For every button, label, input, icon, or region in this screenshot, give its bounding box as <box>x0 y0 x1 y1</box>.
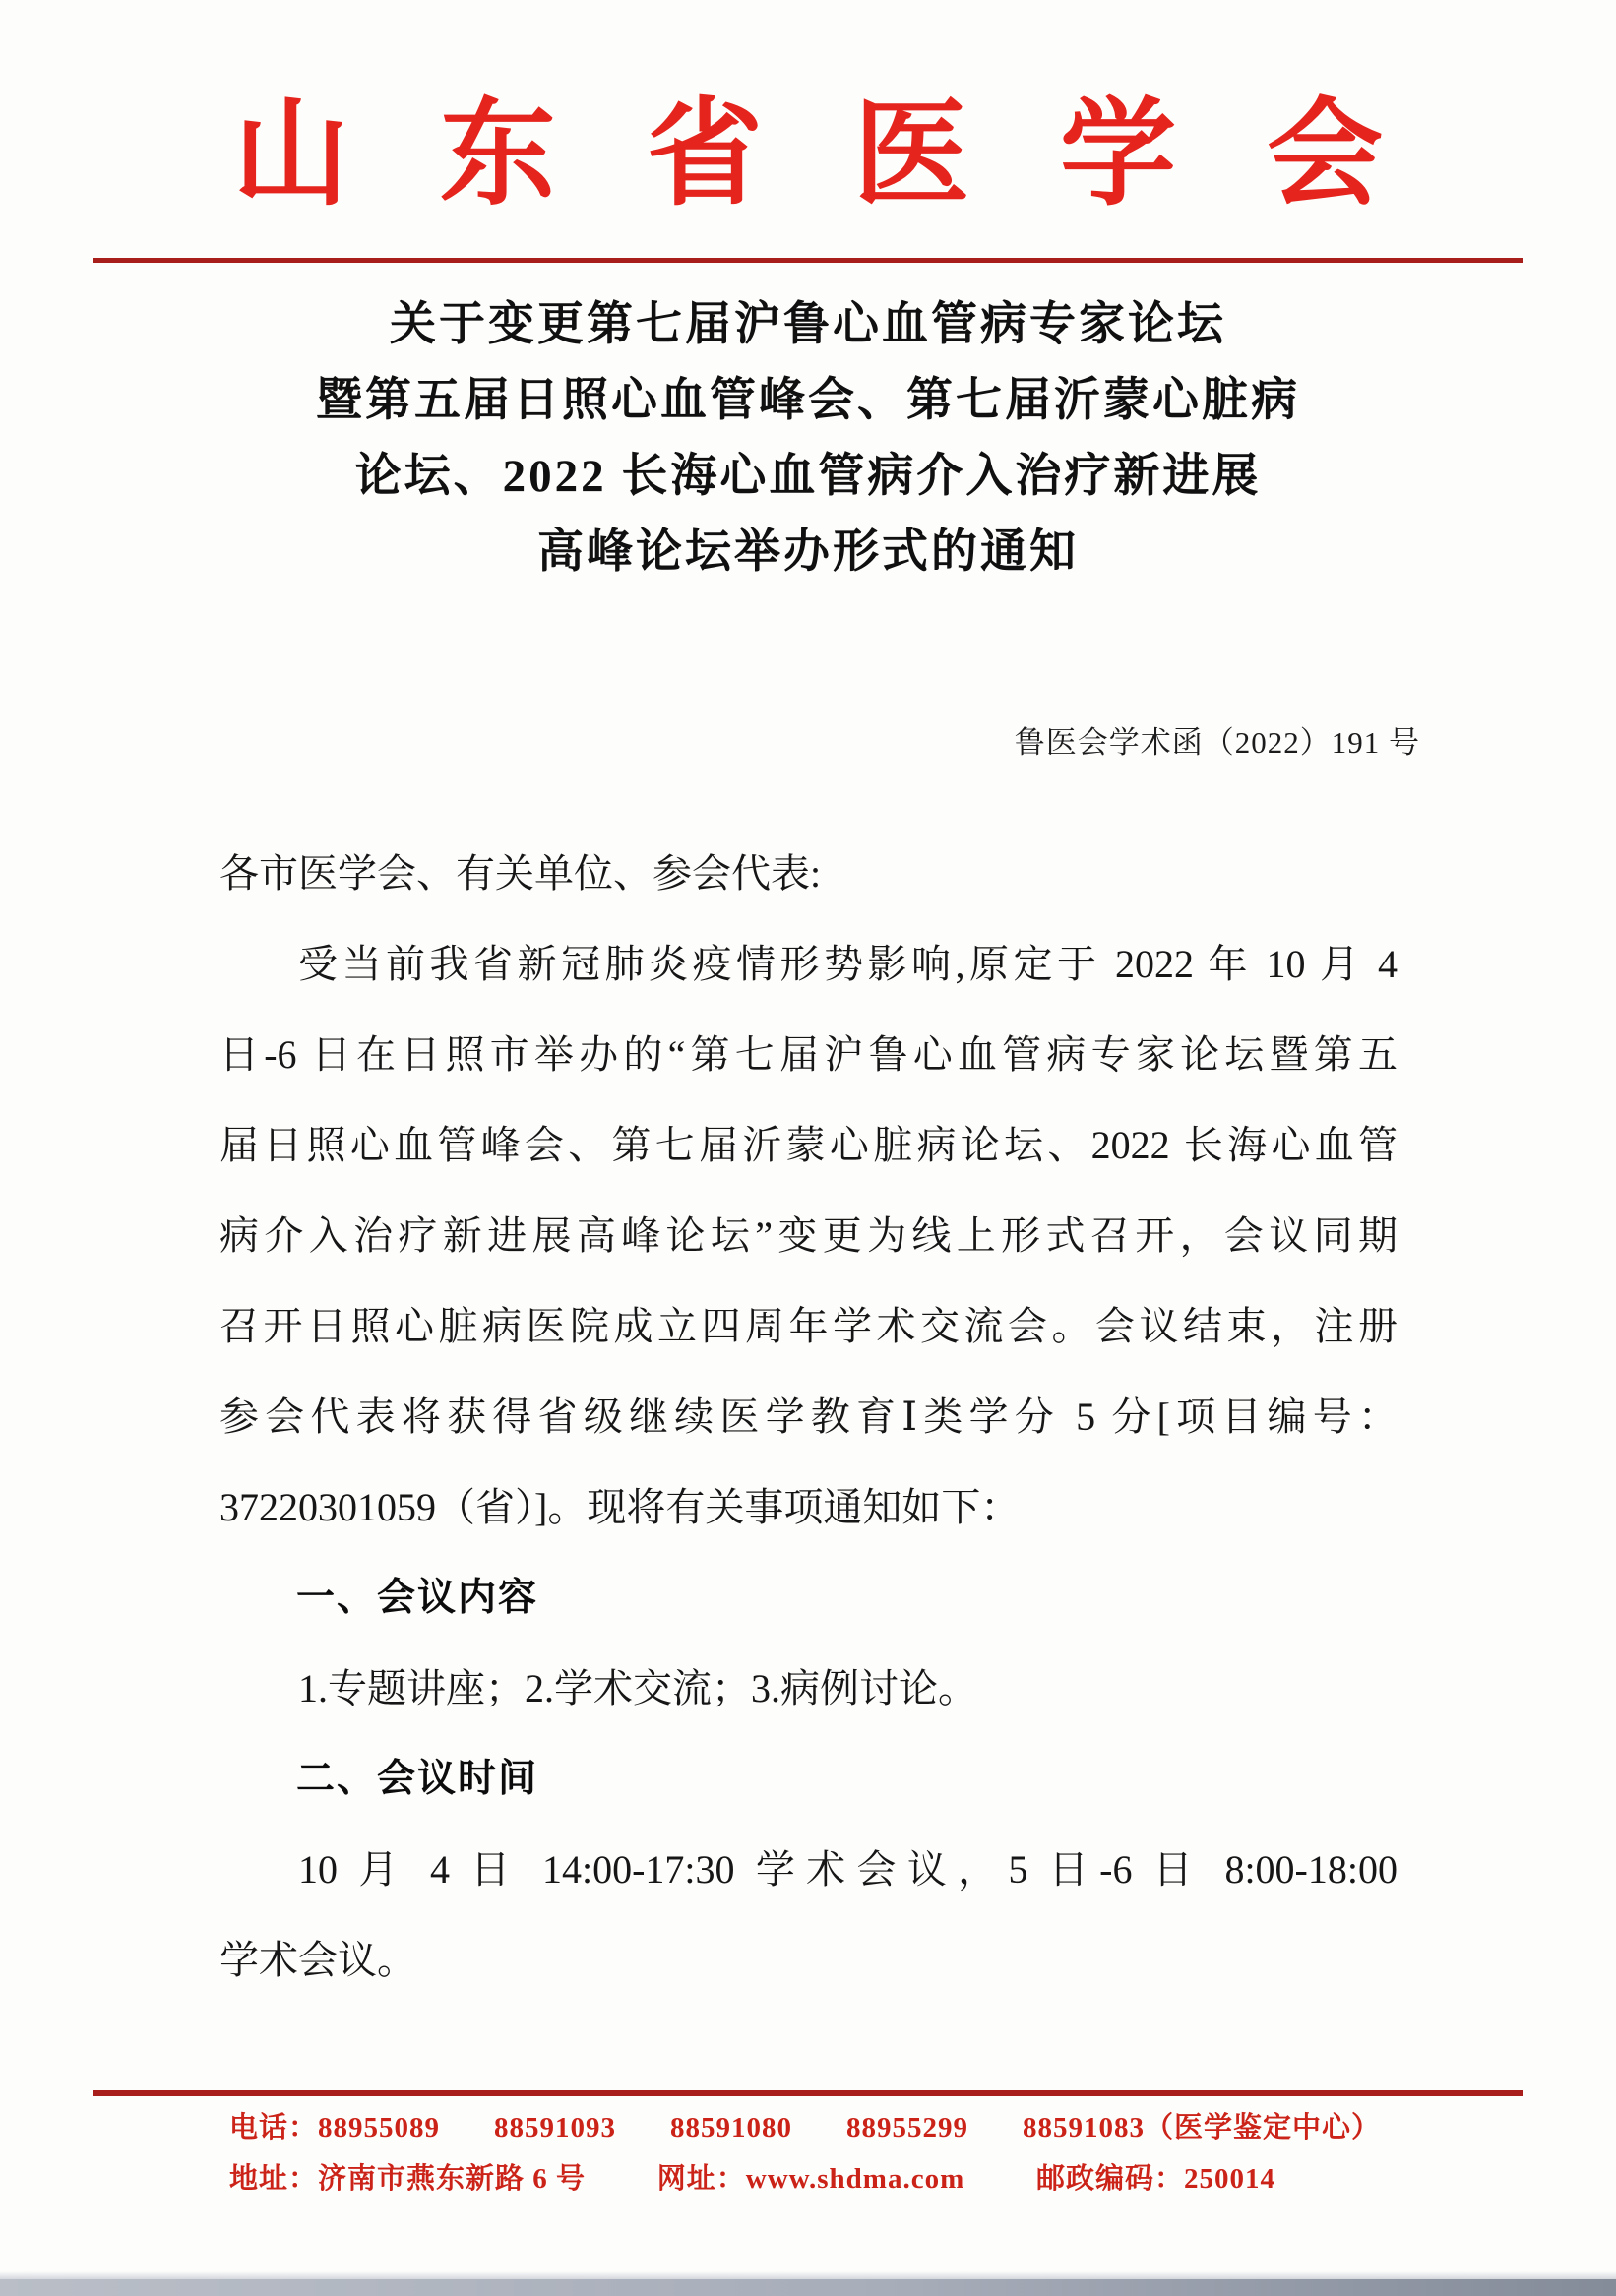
address-entry: 地址：济南市燕东新路 6 号 <box>229 2163 587 2195</box>
notice-body <box>219 829 1398 2006</box>
paragraph-line: 日-6 日在日照市举办的“第七届沪鲁心血管病专家论坛暨第五 <box>219 1032 1398 1077</box>
paragraph-line: 病介入治疗新进展高峰论坛”变更为线上形式召开，会议同期 <box>219 1213 1398 1258</box>
document-title <box>118 287 1498 590</box>
doc-number: 鲁医会学术函（2022）191 号 <box>1014 725 1420 760</box>
footer-contacts-row <box>229 2102 1381 2153</box>
paragraph-line: 召开日照心脏病医院成立四周年学术交流会。会议结束，注册 <box>219 1304 1398 1348</box>
section-1-content: 1.专题讲座；2.学术交流；3.病例讨论。 <box>298 1666 977 1710</box>
phone-entry: 电话：88955089 <box>229 2112 441 2143</box>
salutation: 各市医学会、有关单位、参会代表: <box>219 851 822 896</box>
scan-edge-shadow <box>0 2271 1616 2279</box>
phone-entry: 88591083（医学鉴定中心） <box>1022 2112 1381 2143</box>
phone-entry: 88955299 <box>845 2112 968 2143</box>
header-rule <box>93 258 1523 263</box>
title-line-1: 关于变更第七届沪鲁心血管病专家论坛 <box>390 299 1226 350</box>
paragraph-line: 届日照心血管峰会、第七届沂蒙心脏病论坛、2022 长海心血管 <box>219 1123 1398 1167</box>
title-line-4: 高峰论坛举办形式的通知 <box>537 527 1079 578</box>
footer-address-row <box>229 2153 1275 2204</box>
section-1-heading: 一、会议内容 <box>296 1577 539 1619</box>
org-title: 山东省医学会 <box>232 91 1474 219</box>
scan-edge-band <box>0 2279 1616 2296</box>
section-2-content-line: 10 月 4 日 14:00-17:30 学术会议，5 日-6 日 8:00-18:00 <box>298 1847 1398 1892</box>
paragraph-line: 参会代表将获得省级继续医学教育Ⅰ类学分 5 分[项目编号： <box>219 1395 1398 1439</box>
footer <box>229 2102 1381 2204</box>
paragraph-line: 37220301059（省）]。现将有关事项通知如下： <box>219 1485 1021 1529</box>
footer-rule <box>93 2090 1523 2096</box>
phone-entry: 88591080 <box>669 2112 792 2143</box>
postal-code-entry: 邮政编码：250014 <box>1035 2163 1275 2195</box>
website-entry: 网址：www.shdma.com <box>656 2163 965 2195</box>
section-2-content-line: 学术会议。 <box>219 1938 416 1982</box>
notice-paragraph <box>219 919 1398 1553</box>
paragraph-line: 受当前我省新冠肺炎疫情形势影响,原定于 2022 年 10 月 4 <box>298 942 1398 986</box>
section-2-heading: 二、会议时间 <box>296 1758 539 1800</box>
title-line-2: 暨第五届日照心血管峰会、第七届沂蒙心脏病 <box>316 375 1300 426</box>
phone-entry: 88591093 <box>494 2112 616 2143</box>
title-line-3: 论坛、2022 长海心血管病介入治疗新进展 <box>354 451 1262 502</box>
